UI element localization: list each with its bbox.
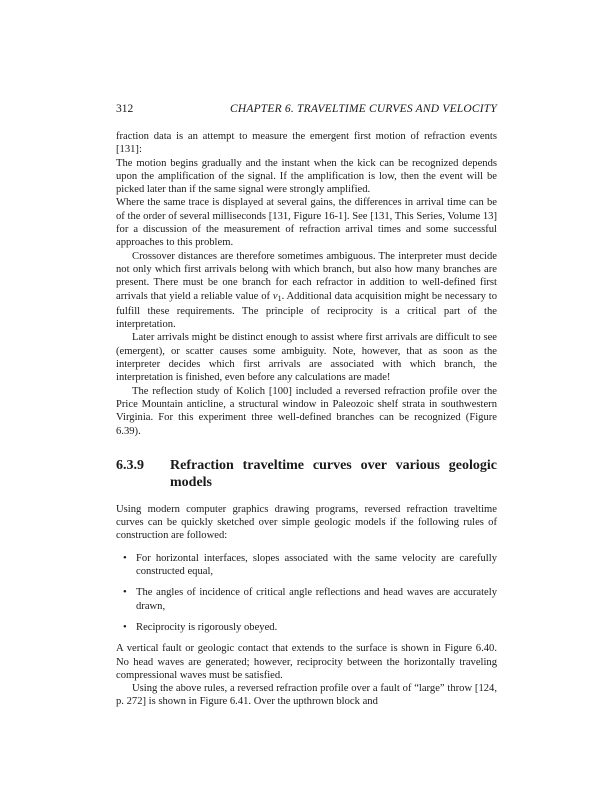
list-item bbox=[123, 552, 497, 579]
body-text bbox=[116, 130, 497, 709]
velocity-subscript: 1 bbox=[277, 293, 282, 303]
page-number: 312 bbox=[116, 103, 134, 115]
paragraph: The reflection study of Kolich [100] included a reversed refraction profile over the Price Mountain anticline, a structural window in Paleozoic shelf strata in southwestern Virginia. For this experiment three well-defined branches can be recognized (Figure 6.39). bbox=[116, 385, 497, 437]
list-item-text: Reciprocity is rigorously obeyed. bbox=[136, 621, 278, 633]
bullet-icon: • bbox=[123, 552, 127, 564]
bullet-icon: • bbox=[123, 621, 127, 633]
paragraph: Using modern computer graphics drawing programs, reversed refraction traveltime curves can be quickly sketched over simple geologic models if the following rules of construction are followed: bbox=[116, 503, 497, 542]
paragraph: Where the same trace is displayed at several gains, the differences in arrival time can be of the order of several milliseconds [131, Figure 16-1]. See [131, This Series, Volume 13] for a discussion of the measurement of refraction arrival times and some successful approaches to this problem. bbox=[116, 197, 497, 249]
block-quote: The motion begins gradually and the instant when the kick can be recognized depends upon the amplification of the signal. If the amplification is low, then the event will be picked later than if the same signal were strongly amplified. bbox=[116, 157, 497, 196]
section-title: Refraction traveltime curves over various geologic models bbox=[170, 457, 497, 490]
list-item bbox=[123, 586, 497, 613]
section-heading bbox=[116, 457, 497, 491]
velocity-symbol: v bbox=[272, 290, 278, 302]
paragraph-text: Crossover distances are therefore sometimes ambiguous. The interpreter must decide not only which first arrivals belong with which branch, but also how many branches are present. There must be one branch for each refractor in addition to well-defined first arrivals that yield a reliable value of bbox=[116, 250, 497, 302]
bullet-icon: • bbox=[123, 587, 127, 599]
paragraph bbox=[116, 250, 497, 332]
list-item-text: For horizontal interfaces, slopes associated with the same velocity are carefully constructed equal, bbox=[136, 552, 497, 578]
paragraph: fraction data is an attempt to measure the emergent first motion of refraction events [131]: bbox=[116, 131, 497, 156]
running-head: CHAPTER 6. TRAVELTIME CURVES AND VELOCITY bbox=[229, 103, 497, 115]
list-item bbox=[123, 621, 497, 634]
rules-list bbox=[116, 552, 497, 634]
paragraph: Later arrivals might be distinct enough to assist where first arrivals are difficult to see (emergent), or scatter causes some ambiguity. Note, however, that as soon as the interpreter decides which first arrivals are associated with which branch, the interpretation is finished, even before any calculations are made! bbox=[116, 332, 497, 384]
section-number: 6.3.9 bbox=[116, 457, 144, 473]
paragraph: A vertical fault or geologic contact that extends to the surface is shown in Figure 6.40. No head waves are generated; however, reciprocity between the horizontally traveling compressional waves must be satisfied. bbox=[116, 643, 497, 681]
paragraph: Using the above rules, a reversed refraction profile over a fault of “large” throw [124, p. 272] is shown in Figure 6.41. Over the upthrown block and bbox=[116, 683, 497, 708]
paragraph-text: . Additional data acquisition might be necessary to fulfill these requirements. The principle of reciprocity is a critical part of the interpretation. bbox=[116, 290, 497, 331]
list-item-text: The angles of incidence of critical angle reflections and head waves are accurately drawn, bbox=[136, 587, 497, 612]
page-header bbox=[116, 103, 497, 115]
